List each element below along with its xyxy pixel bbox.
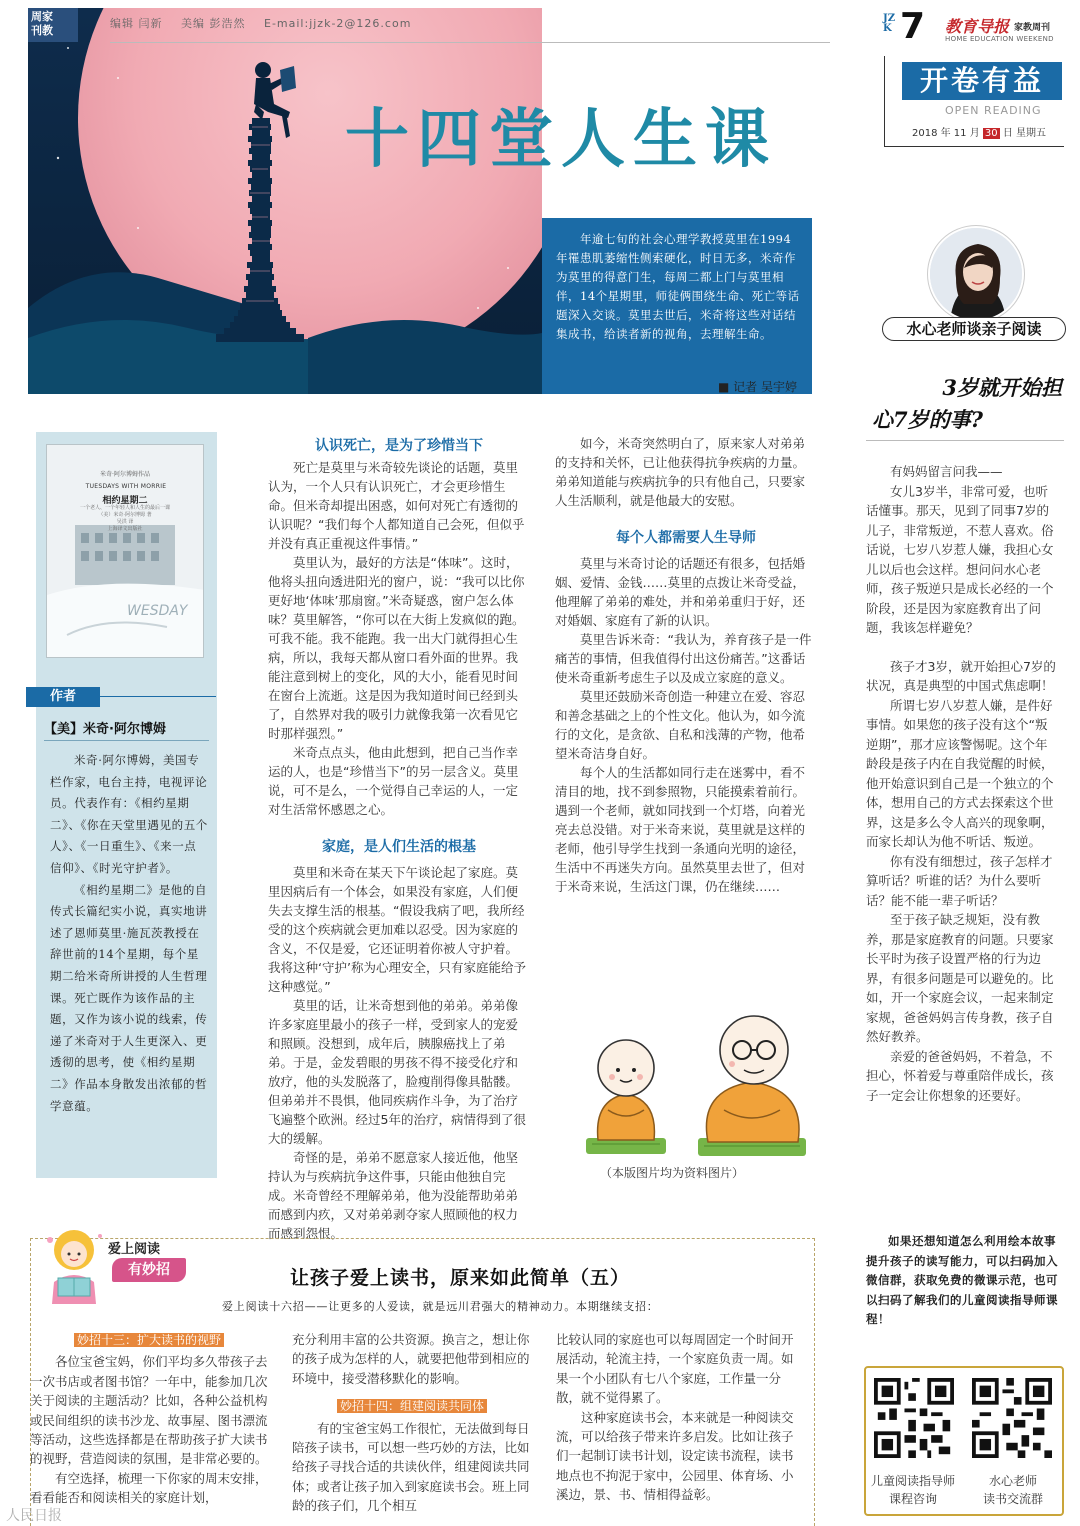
editor-credit: 编辑 闫新 xyxy=(110,17,163,30)
column-paragraph: 所谓七岁八岁惹人嫌，是件好事情。如果您的孩子没有这个“叛逆期”，那才应该警惕呢。这个年龄段是孩子内在自我觉醒的时候，他开始意识到自己是一个独立的个体，想用自己的方式去探索这个世界，这是多么令人高兴的现象啊，而家长却认为他不听话、叛逆。 xyxy=(866,697,1054,849)
article-paragraph: 米奇点点头，他由此想到，把自己当作幸运的人，也是“珍惜当下”的另一层含义。莫里说，可不是么，一个觉得自己幸运的人，一定对生活常怀感恩之心。 xyxy=(268,745,519,817)
masthead-ribbon: 周家 刊教 xyxy=(28,8,78,42)
author-tag: 作者 xyxy=(26,687,100,707)
reading-headline: 让孩子爱上读书，原来如此简单（五） xyxy=(290,1267,631,1289)
reading-paragraph: 各位宝爸宝妈，你们平均多久带孩子去一次书店或者图书馆？一年中，能参加几次关于阅读的主题活动？比如，各种公益机构或民间组织的读书沙龙、故事屋、图书漂流等活动，这些选择都是在帮助孩子扩大读书的视野，营造阅读的氛围，是非常必要的。 xyxy=(30,1354,268,1467)
columnist-label: 水心老师谈亲子阅读 xyxy=(882,317,1066,341)
column-paragraph: 你有没有细想过，孩子怎样才算听话？听谁的话？为什么要听话？能不能一辈子听话？ xyxy=(866,853,1053,908)
reporter-byline: ■ 记者 吴宇婷 xyxy=(718,380,797,394)
weekly-label: 家教周刊 xyxy=(1014,23,1051,33)
column-headline: 3岁就开始担 心7岁的事? xyxy=(872,375,1062,432)
credits-line xyxy=(110,15,425,31)
header-frame-bottom xyxy=(884,146,1064,147)
article-paragraph: 莫里告诉米奇：“我认为，养育孩子是一件痛苦的事情，但我值得付出这份痛苦。”这番话使米奇重新考虑生子以及成立家庭的意义。 xyxy=(555,632,812,685)
hero-illustration xyxy=(28,8,542,394)
article-paragraph: 奇怪的是，弟弟不愿意家人接近他，他坚持认为与疾病抗争这件事，只能由他独自完成。米奇曾经不理解弟弟，他为没能帮助弟弟而感到内疚，又对弟弟剥夺家人照顾他的权力而感到怨恨。 xyxy=(268,1150,519,1241)
column-rule xyxy=(866,440,1064,441)
author-bio-paragraph: 米奇·阿尔博姆，美国专栏作家，电台主持，电视评论员。代表作有：《相约星期二》、《你在天堂里遇见的五个人》、《一日重生》、《来一点信仰》、《时光守护者》。 xyxy=(50,753,208,875)
tip-13-label: 妙招十三：扩大读书的视野 xyxy=(30,1330,268,1350)
reading-girl-icon xyxy=(36,1224,112,1306)
intro-box: 年逾七旬的社会心理学教授莫里在1994年罹患肌萎缩性侧索硬化，时日无多，米奇作为莫里的得意门生，每周二都上门与莫里相伴，14个星期里，师徒俩围绕生命、死亡等话题深入交谈。莫里去世后，米奇将这些对话结集成书，给读者新的视角，去理解生命。 xyxy=(542,218,812,394)
designer-credit: 美编 彭浩然 xyxy=(181,17,246,30)
column-paragraph: 孩子才3岁，就开始担心7岁的状况，真是典型的中国式焦虑啊！ xyxy=(866,658,1056,693)
article-paragraph: 死亡是莫里与米奇较先谈论的话题，莫里认为，一个人只有认识死亡，才会更珍惜生命。但米奇却提出困惑，如何对死亡有透彻的认识呢？“我们每个人都知道自己会死，但似乎并没有真正重视这件事情。” xyxy=(268,460,525,551)
reading-tag-line1: 爱上阅读 xyxy=(108,1242,161,1257)
cover-snow-word: WESDAY xyxy=(127,603,188,619)
header-frame xyxy=(884,56,885,146)
author-tag-rule xyxy=(100,696,216,697)
qr-label-group: 水心老师 读书交流群 xyxy=(982,1474,1043,1506)
issue-date: 2018 年 11 月 30 日 星期五 xyxy=(912,128,1047,139)
article-paragraph: 莫里还鼓励米奇创造一种建立在爱、容忍和善念基础之上的个性文化。他认为，如今流行的文化，是贪欲、自私和浅薄的产物，他希望米奇洁身自好。 xyxy=(555,689,806,761)
reading-paragraph: 充分利用丰富的公共资源。换言之，想让你的孩子成为怎样的人，就要把他带到相应的环境中，接受潜移默化的影响。 xyxy=(292,1332,530,1386)
reading-column-2 xyxy=(292,1330,532,1516)
author-name-rule xyxy=(44,740,209,741)
reading-column-3 xyxy=(556,1330,800,1505)
book-title: 相约星期二 xyxy=(102,496,148,506)
reading-paragraph: 有空选择，梳理一下你家的周末安排，看看能否和阅读相关的家庭计划， xyxy=(30,1470,268,1506)
column-promo: 如果还想知道怎么利用绘本故事提升孩子的读写能力，可以扫码加入微信群，获取免费的微课示范，也可以扫码了解我们的儿童阅读指导师课程！ xyxy=(866,1234,1058,1326)
qr-panel xyxy=(864,1366,1064,1516)
subheading: 认识死亡，是为了珍惜当下 xyxy=(315,438,483,454)
article-paragraph: 每个人的生活都如同行走在迷雾中，看不清目的地，找不到参照物，只能摸索着前行。遇到一个老师，就如同找到一个灯塔，向着光亮去总没错。对于米奇来说，莫里就是这样的老师，他引导学生找到一条通向光明的途径，生活中不再迷失方向。虽然莫里去世了，但对于米奇来说，生活这门课，仍在继续…… xyxy=(555,765,806,894)
watermark: 人民日报 xyxy=(6,1508,62,1524)
article-paragraph: 如今，米奇突然明白了，原来家人对弟弟的支持和关怀，已让他获得抗争疾病的力量。弟弟知道能与疾病抗争的只有他自己，只要家人生活顺利，就是他最大的安慰。 xyxy=(555,436,806,508)
reading-paragraph: 有的宝爸宝妈工作很忙，无法做到每日陪孩子读书，可以想一些巧妙的方法，比如给孩子寻找合适的共读伙伴，组建阅读共同体；或者让孩子加入到家庭读书会。班上同龄的孩子们，几个相互 xyxy=(292,1420,530,1514)
article-paragraph: 莫里认为，最好的方法是“体味”。这时，他将头扭向透进阳光的窗户，说：“我可以比你更好地‘体味’那扇窗。”米奇疑惑，窗户怎么体味？莫里解答，“你可以在大街上发疯似的跑。可我不能。我不能跑。我一出大门就得担心生病，所以，我每天都从窗口看外面的世界。我能注意到树上的变化，风的大小，能看见时间在窗台上流逝。这是因为我知道时间已经到头了，自然界对我的吸引力就像我第一次看见它时那样强烈。” xyxy=(268,555,525,741)
email-credit: E-mail:jjzk-2@126.com xyxy=(264,17,412,30)
top-rule xyxy=(110,42,830,43)
author-name: 【美】米奇·阿尔博姆 xyxy=(44,722,166,737)
reading-column-1 xyxy=(30,1330,268,1508)
book-cover xyxy=(46,444,204,658)
jzk-label: JZK xyxy=(883,13,896,34)
reading-paragraph: 比较认同的家庭也可以每周固定一个时间开展活动，轮流主持，一个家庭负责一周。如果一个小团队有七八个家庭，工作量一分散，就不觉得累了。 xyxy=(556,1332,794,1406)
subheading: 每个人都需要人生导师 xyxy=(616,530,756,546)
qr-code-group[interactable] xyxy=(972,1378,1052,1458)
column-paragraph: 有妈妈留言问我—— xyxy=(890,464,1003,479)
column-paragraph: 至于孩子缺乏规矩，没有教养，那是家庭教育的问题。只要家长平时为孩子设置严格的行为边界，有很多问题是可以避免的。比如，开一个家庭会议，一起来制定家规，爸爸妈妈言传身教，孩子自然好教养。 xyxy=(866,912,1054,1044)
author-bio xyxy=(50,750,208,1117)
article-paragraph: 莫里的话，让米奇想到他的弟弟。弟弟像许多家庭里最小的孩子一样，受到家人的宠爱和照顾。没想到，成年后，胰腺癌找上了弟弟。于是，金发碧眼的男孩不得不接受化疗和放疗，他的头发脱落了，脸瘦削得像具骷髅。但弟弟并不畏惧，他同疾病作斗争，为了治疗飞遍整个欧洲。经过5年的治疗，病情得到了很大的缓解。 xyxy=(268,998,526,1146)
qr-label-course: 儿童阅读指导师 课程咨询 xyxy=(870,1474,955,1506)
qr-code-course[interactable] xyxy=(874,1378,954,1458)
reading-lead: 爱上阅读十六招——让更多的人爱读，就是远川君强大的精神动力。本期继续支招： xyxy=(222,1300,659,1313)
column-body xyxy=(866,462,1058,1105)
photo-caption: （本版图片均为资料图片） xyxy=(600,1166,745,1180)
book-cover-text: 一个老人、一个年轻人和人生的最后一课 （美）米奇·阿尔博姆 著 吴洪 译 上海译文出版社 xyxy=(79,505,170,532)
monks-cartoon xyxy=(568,1010,818,1162)
reading-paragraph: 这种家庭读书会，本来就是一种阅读交流，可以给孩子带来许多启发。比如让孩子们一起制订读书计划，设定读书流程，读书地点也不拘泥于家中，公园里、体育场、小溪边，景、书、情相得益彰。 xyxy=(556,1409,794,1503)
page-number: 7 xyxy=(900,6,926,47)
paper-name-en: HOME EDUCATION WEEKEND xyxy=(945,35,1054,43)
paper-name: 教育导报 xyxy=(945,17,1010,36)
section-banner-en: OPEN READING xyxy=(945,104,1042,117)
reading-tag-line2: 有妙招 xyxy=(112,1258,186,1282)
section-banner: 开卷有益 xyxy=(902,62,1062,100)
issue-day: 30 xyxy=(984,128,998,139)
article-paragraph: 莫里和米奇在某天下午谈论起了家庭。莫里因病后有一个体会，如果没有家庭，人们便失去支撑生活的根基。“假设我病了吧，我所经受的这个疾病就会更加难以忍受。因为家庭的含义，不仅是爱，它还证明着你被人守护着。我将这种‘守护’称为心理安全，只有家庭能给予这种感觉。” xyxy=(268,865,526,994)
portrait-image xyxy=(930,228,1024,322)
tip-14-label: 妙招十四：组建阅读共同体 xyxy=(292,1396,532,1416)
book-series: 米奇·阿尔博姆作品 xyxy=(100,471,150,478)
article-column-2 xyxy=(555,434,817,896)
monks-illustration xyxy=(568,1010,818,1162)
column-paragraph: 女儿3岁半，非常可爱，也听话懂事。那天，见到了同事7岁的儿子，非常叛逆，不惹人喜欢。俗话说，七岁八岁惹人嫌，我担心女儿以后也会这样。想问问水心老师，孩子叛逆只是成长必经的一个阶段，还是因为家庭教育出了问题，我该怎样避免？ xyxy=(866,483,1054,635)
columnist-portrait xyxy=(928,226,1024,322)
subheading: 家庭，是人们生活的根基 xyxy=(322,839,476,855)
book-title-en: TUESDAYS WITH MORRIE xyxy=(85,483,167,490)
column-paragraph: 亲爱的爸爸妈妈，不着急，不担心，怀着爱与尊重陪伴成长，孩子一定会让你想象的还要好。 xyxy=(866,1048,1054,1103)
headline: 十四堂人生课 xyxy=(345,102,777,177)
moon-reader-illustration xyxy=(28,8,542,394)
author-bio-paragraph: 《相约星期二》是他的自传式长篇纪实小说，真实地讲述了恩师莫里·施瓦茨教授在辞世前的14个星期，每个星期二给米奇所讲授的人生哲理课。死亡既作为该作品的主题，又作为该小说的线索，传递了米奇对于人生更深入、更透彻的思考，使《相约星期二》作品本身散发出浓郁的哲学意蕴。 xyxy=(50,882,208,1113)
article-paragraph: 莫里与米奇讨论的话题还有很多，包括婚姻、爱情、金钱……莫里的点拨让米奇受益，他理解了弟弟的难处，并和弟弟重归于好，还对婚姻、家庭有了新的认识。 xyxy=(555,556,806,628)
article-column-1 xyxy=(268,434,530,1243)
